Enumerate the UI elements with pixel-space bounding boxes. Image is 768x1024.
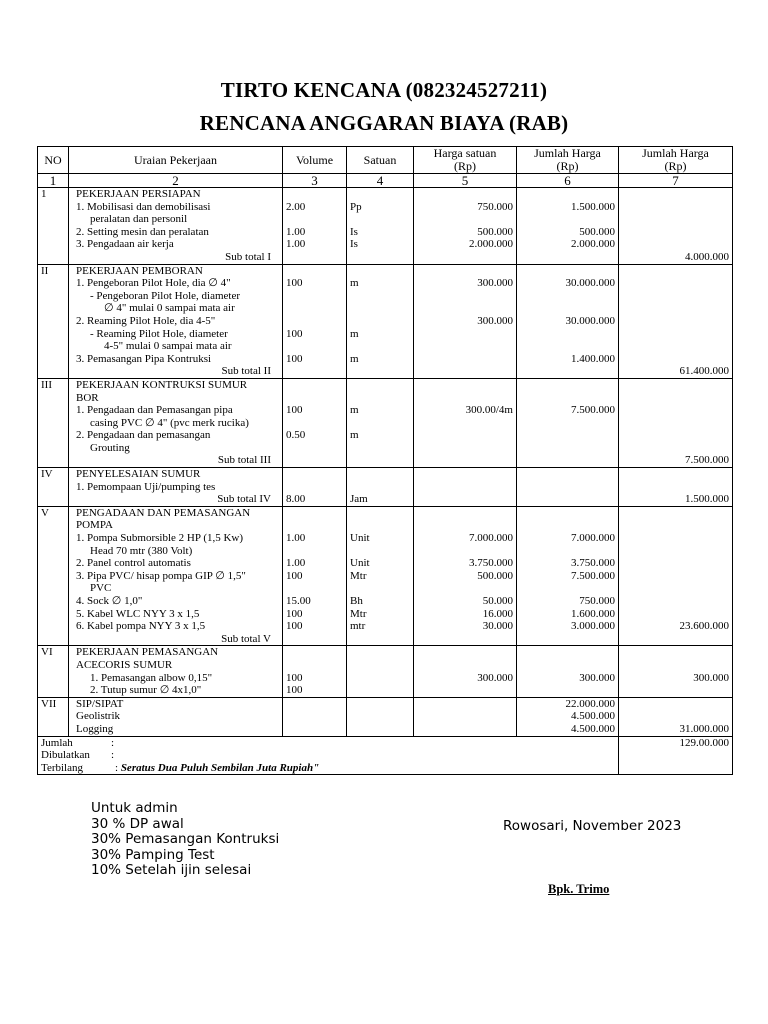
harga-satuan-cell: 300.00/4m (414, 378, 517, 467)
section-description: PEKERJAAN PEMBORAN 1. Pengeboran Pilot Hole, dia ∅ 4" - Pengeboran Pilot Hole, diameter ∅ 4" mulai 0 sampai mata air 2. Reaming Pilot Hole, dia 4-5" - Reaming Pilot Hole, diameter 4-5" mulai 0 sampai mata air 3. Pemasangan Pipa Kontruksi Sub total II (69, 264, 283, 378)
subtotal-value: 23.600.000 (679, 620, 729, 633)
col-header-no: NO (38, 147, 69, 174)
satuan-cell: Pp Is Is (347, 188, 414, 265)
section-row-perizinan (38, 697, 733, 736)
section-total-cell (619, 378, 733, 467)
subtotal-value: 1.500.000 (685, 493, 729, 506)
signatory-name: Bpk. Trimo (548, 882, 610, 896)
note-line: 30% Pemasangan Kontruksi (91, 831, 280, 847)
jumlah-label: Jumlah (41, 736, 73, 749)
satuan-cell: Jam (347, 468, 414, 507)
section-description: PENGADAAN DAN PEMASANGAN POMPA 1. Pompa Submorsible 2 HP (1,5 Kw) Head 70 mtr (380 Volt) 2. Panel control automatis 3. Pipa PVC/ hisap pompa GIP ∅ 1,5" PVC 4. Sock ∅ 1,0" 5. Kabel WLC NYY 3 x 1,5 6. Kabel pompa NYY 3 x 1,5 Sub total V (69, 506, 283, 646)
section-number: VI (38, 646, 69, 697)
terbilang-value: Seratus Dua Puluh Sembilan Juta Rupiah" (120, 761, 320, 774)
satuan-cell (347, 646, 414, 697)
section-description: PEKERJAAN KONTRUKSI SUMUR BOR 1. Pengadaan dan Pemasangan pipa casing PVC ∅ 4" (pvc merk rucika) 2. Pengadaan dan pemasangan Grouting Sub total III (69, 378, 283, 467)
subtotal-label: Sub total III (217, 454, 271, 467)
volume-cell: 8.00 (283, 468, 347, 507)
volume-cell: 100 100 (283, 646, 347, 697)
section-total-cell (619, 264, 733, 378)
volume-cell: 1.00 1.00 100 15.00 100 100 (283, 506, 347, 646)
note-line: 30 % DP awal (91, 815, 184, 832)
rab-table (37, 146, 733, 775)
column-number-row (38, 174, 733, 188)
section-row-kontruksi (38, 378, 733, 467)
section-number: 1 (38, 188, 69, 265)
table-header-row (38, 147, 733, 174)
volume-cell: 2.00 1.00 1.00 (283, 188, 347, 265)
subtotal-value: 7.500.000 (685, 454, 729, 467)
col-header-jumlah-harga: Jumlah Harga (Rp) (517, 147, 619, 174)
summary-row (38, 736, 733, 775)
note-line: 30% Pamping Test (91, 846, 215, 863)
section-number: V (38, 506, 69, 646)
subtotal-label: Sub total I (225, 250, 271, 263)
col-number: 7 (619, 174, 733, 188)
section-row-penyelesaian (38, 468, 733, 507)
section-number: II (38, 264, 69, 378)
harga-satuan-cell: 750.000 500.000 2.000.000 (414, 188, 517, 265)
section-description: PENYELESAIAN SUMUR 1. Pemompaan Uji/pumping tes Sub total IV (69, 468, 283, 507)
col-number: 6 (517, 174, 619, 188)
harga-satuan-cell (414, 468, 517, 507)
dibulatkan-label: Dibulatkan (41, 749, 90, 762)
summary-labels: Jumlah : Dibulatkan : Terbilang : Seratus Dua Puluh Sembilan Juta Rupiah" (38, 736, 619, 775)
harga-satuan-cell: 300.000 300.000 (414, 264, 517, 378)
col-number: 2 (69, 174, 283, 188)
section-total-cell (619, 697, 733, 736)
subtotal-value: 61.400.000 (679, 365, 729, 378)
harga-satuan-cell: 300.000 (414, 646, 517, 697)
satuan-cell: m m (347, 378, 414, 467)
page-subtitle: RENCANA ANGGARAN BIAYA (RAB) (199, 111, 569, 135)
payment-notes (91, 801, 279, 879)
harga-satuan-cell (414, 697, 517, 736)
grand-total-cell (619, 736, 733, 775)
jumlah-harga-cell: 22.000.000 4.500.000 4.500.000 (517, 697, 619, 736)
col-number: 1 (38, 174, 69, 188)
section-total-cell (619, 468, 733, 507)
section-total-cell (619, 188, 733, 265)
col-number: 3 (283, 174, 347, 188)
harga-satuan-cell: 7.000.000 3.750.000 500.000 50.000 16.000 30.000 (414, 506, 517, 646)
subtotal-label: Sub total IV (217, 493, 271, 506)
section-number: III (38, 378, 69, 467)
subtotal-label: Sub total V (221, 632, 271, 645)
jumlah-harga-cell: 300.000 (517, 646, 619, 697)
volume-cell: 100 100 100 (283, 264, 347, 378)
page-title: TIRTO KENCANA (082324527211) (220, 78, 548, 102)
grand-total-value: 129.00.000 (679, 736, 729, 749)
subtotal-label: Sub total II (221, 365, 271, 378)
jumlah-harga-cell: 30.000.000 30.000.000 1.400.000 (517, 264, 619, 378)
volume-cell: 100 0.50 (283, 378, 347, 467)
satuan-cell: Unit Unit Mtr Bh Mtr mtr (347, 506, 414, 646)
satuan-cell: m m m (347, 264, 414, 378)
jumlah-harga-cell: 1.500.000 500.000 2.000.000 (517, 188, 619, 265)
terbilang-label: Terbilang (41, 761, 83, 774)
section-row-pemboran (38, 264, 733, 378)
section-total-cell (619, 506, 733, 646)
section-description: PEKERJAAN PERSIAPAN 1. Mobilisasi dan demobilisasi peralatan dan personil 2. Setting mesin dan peralatan 3. Pengadaan air kerja Sub total I (69, 188, 283, 265)
note-line: 10% Setelah ijin selesai (91, 862, 252, 878)
section-number: IV (38, 468, 69, 507)
subtotal-value: 31.000.000 (679, 722, 729, 735)
jumlah-harga-cell: 7.000.000 3.750.000 7.500.000 750.000 1.600.000 3.000.000 (517, 506, 619, 646)
section-total-cell (619, 646, 733, 697)
note-line: Untuk admin (91, 800, 178, 816)
col-header-jumlah-total: Jumlah Harga (Rp) (619, 147, 733, 174)
section-description: SIP/SIPAT Geolistrik Logging (69, 697, 283, 736)
col-number: 4 (347, 174, 414, 188)
col-header-harga-satuan: Harga satuan (Rp) (414, 147, 517, 174)
col-number: 5 (414, 174, 517, 188)
place-date: Rowosari, November 2023 (503, 818, 682, 834)
col-header-uraian: Uraian Pekerjaan (69, 147, 283, 174)
volume-cell (283, 697, 347, 736)
jumlah-harga-cell (517, 468, 619, 507)
section-description: PEKERJAAN PEMASANGAN ACECORIS SUMUR 1. Pemasangan albow 0,15" 2. Tutup sumur ∅ 4x1,0" (69, 646, 283, 697)
col-header-volume: Volume (283, 147, 347, 174)
subtotal-value: 300.000 (693, 671, 729, 684)
jumlah-harga-cell: 7.500.000 (517, 378, 619, 467)
subtotal-value: 4.000.000 (685, 250, 729, 263)
section-number: VII (38, 697, 69, 736)
section-row-persiapan (38, 188, 733, 265)
col-header-satuan: Satuan (347, 147, 414, 174)
section-row-pompa (38, 506, 733, 646)
satuan-cell (347, 697, 414, 736)
section-row-acecoris (38, 646, 733, 697)
